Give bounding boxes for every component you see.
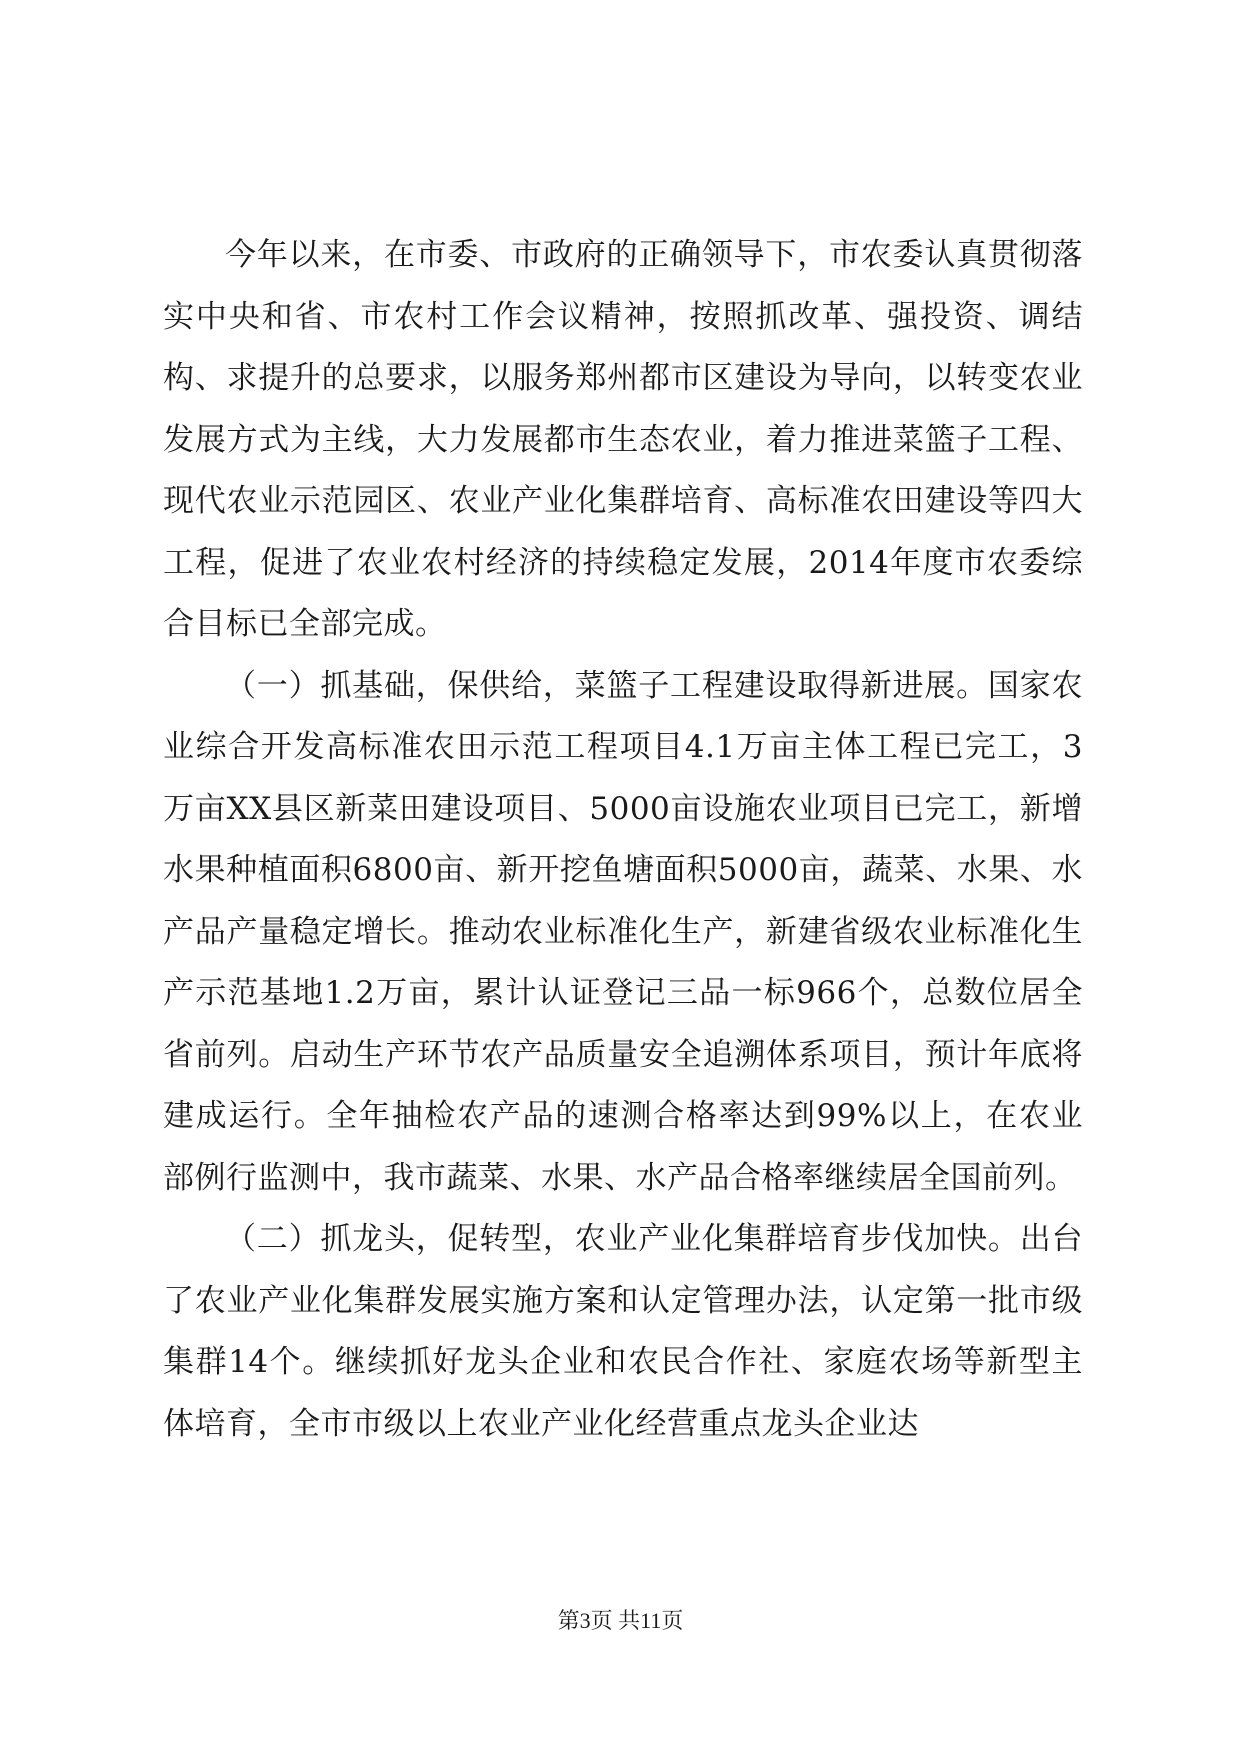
page-number-footer: 第3页 共11页 [557,1608,684,1633]
paragraph-section-1: （一）抓基础，保供给，菜篮子工程建设取得新进展。国家农业综合开发高标准农田示范工程项目4.1万亩主体工程已完工，3万亩XX县区新菜田建设项目、5000亩设施农业项目已完工，新增水果种植面积6800亩、新开挖鱼塘面积5000亩，蔬菜、水果、水产品产量稳定增长。推动农业标准化生产，新建省级农业标准化生产示范基地1.2万亩，累计认证登记三品一标966个，总数位居全省前列。启动生产环节农产品质量安全追溯体系项目，预计年底将建成运行。全年抽检农产品的速测合格率达到99%以上，在农业部例行监测中，我市蔬菜、水果、水产品合格率继续居全国前列。 [163,667,1083,1196]
document-body [163,225,1083,1455]
paragraph-section-2: （二）抓龙头，促转型，农业产业化集群培育步伐加快。出台了农业产业化集群发展实施方案和认定管理办法，认定第一批市级集群14个。继续抓好龙头企业和农民合作社、家庭农场等新型主体培育，全市市级以上农业产业化经营重点龙头企业达 [163,1221,1083,1442]
paragraph-intro: 今年以来，在市委、市政府的正确领导下，市农委认真贯彻落实中央和省、市农村工作会议精神，按照抓改革、强投资、调结构、求提升的总要求，以服务郑州都市区建设为导向，以转变农业发展方式为主线，大力发展都市生态农业，着力推进菜篮子工程、现代农业示范园区、农业产业化集群培育、高标准农田建设等四大工程，促进了农业农村经济的持续稳定发展，2014年度市农委综合目标已全部完成。 [163,237,1083,642]
